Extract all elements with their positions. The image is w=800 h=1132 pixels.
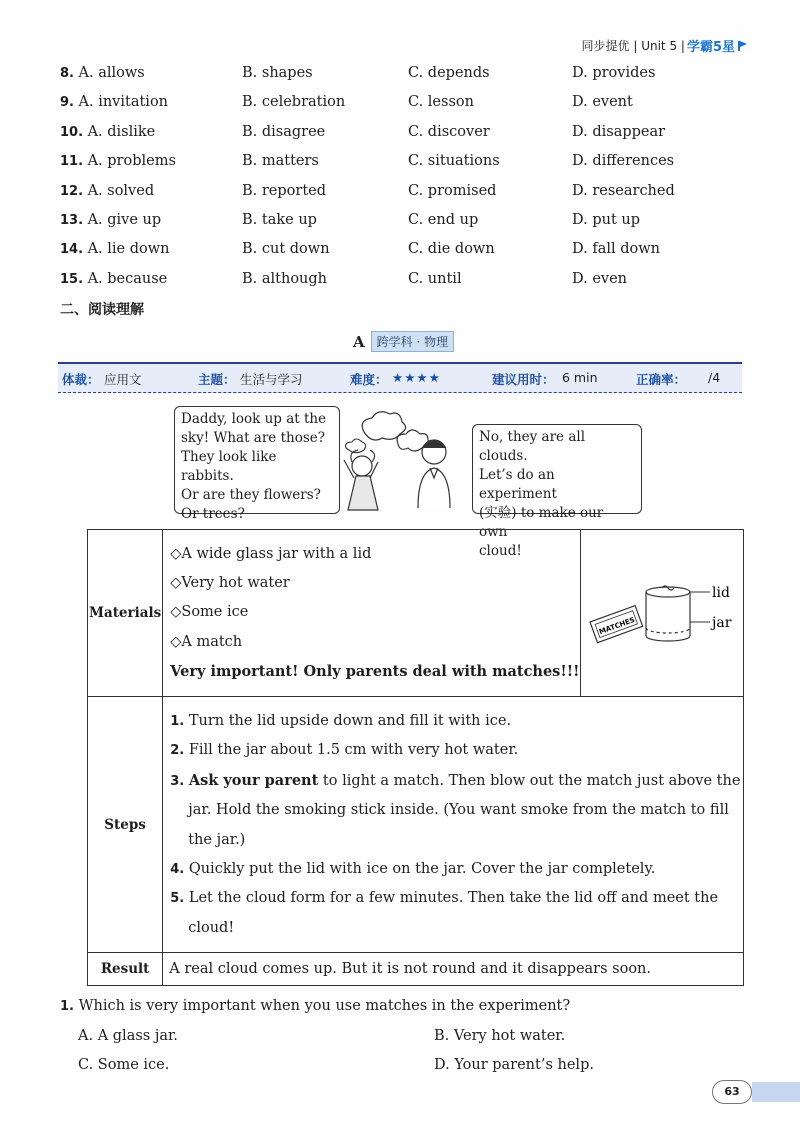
bubble-line: Or trees? [181,506,245,522]
passage-heading [353,331,454,352]
accuracy-label: 正确率： [636,372,687,387]
step-item: 1. Turn the lid upside down and fill it with ice. [170,713,512,729]
page-number: 63 [712,1080,752,1104]
lid-label: lid [712,585,731,601]
step-item: 5. Let the cloud form for a few minutes. Then take the lid off and meet the [170,890,719,907]
mc-question-row [60,271,740,295]
result-text: A real cloud comes up. But it is not round and it disappears soon. [163,953,744,986]
result-row [88,953,744,986]
question-stem: 1. Which is very important when you use matches in the experiment? [60,998,571,1014]
materials-list-cell [163,530,581,697]
theme-label: 主题： [198,372,236,387]
mc-option-c[interactable]: C. situations [408,153,500,170]
result-label: Result [88,953,163,986]
difficulty-label: 难度： [350,372,388,387]
material-item: ◇A wide glass jar with a lid [170,545,372,562]
genre-label: 体裁： [62,372,100,387]
mc-question-row [60,94,740,118]
mc-option-b[interactable]: B. cut down [242,241,330,258]
step-item: 4. Quickly put the lid with ice on the jar. Cover the jar completely. [170,861,656,878]
step-item: 2. Fill the jar about 1.5 cm with very hot water. [170,742,519,759]
mc-option-d[interactable]: D. differences [572,153,675,170]
steps-row [88,697,744,953]
mc-option-b[interactable]: B. celebration [242,94,346,111]
accuracy-value: /4 [708,370,721,385]
mc-option-b[interactable]: B. take up [242,212,317,228]
mc-option-d[interactable]: D. event [572,94,633,111]
mc-option-a[interactable]: 10. A. dislike [60,123,156,140]
mc-option-a[interactable]: 13. A. give up [60,212,162,228]
cloud-watching-illustration [326,404,474,512]
mc-question-row [60,153,740,177]
step-item: 3. Ask your parent to light a match. Then blow out the match just above the [170,771,741,789]
mc-option-b[interactable]: B. disagree [242,123,326,140]
passage-tag: 跨学科 · 物理 [371,331,454,352]
mc-option-b[interactable]: B. although [242,270,328,287]
time-label: 建议用时： [492,372,555,387]
header-brand: 学霸5星 [686,40,735,55]
mc-option-c[interactable]: C. discover [408,123,490,140]
section-title: 二、阅读理解 [60,302,144,318]
bubble-line: Let’s do an experiment [479,467,557,502]
speech-bubble-father [472,424,642,559]
mc-option-b[interactable]: B. matters [242,153,319,170]
mc-option-a[interactable]: 12. A. solved [60,182,155,199]
theme-value: 生活与学习 [240,372,303,387]
mc-option-d[interactable]: D. disappear [572,123,666,140]
mc-option-a[interactable]: 15. A. because [60,270,168,287]
answer-option-a[interactable]: A. A glass jar. [78,1028,178,1044]
father-figure [418,440,450,508]
difficulty-stars: ★★★★ [392,370,441,385]
genre-value: 应用文 [104,372,142,387]
mc-option-a[interactable]: 9. A. invitation [60,94,169,111]
answer-option-c[interactable]: C. Some ice. [78,1057,170,1073]
mc-option-d[interactable]: D. even [572,270,628,287]
mc-option-c[interactable]: C. die down [408,241,495,258]
steps-list [164,698,742,951]
experiment-table [87,529,744,986]
mc-question-row [60,241,740,265]
step-continuation: jar. Hold the smoking stick inside. (You want smoke from the match to fill [188,802,729,819]
mc-option-c[interactable]: C. depends [408,65,490,81]
child-figure [344,450,378,510]
steps-cell [163,697,744,953]
flag-icon [738,41,748,51]
material-item: ◇Very hot water [170,574,290,591]
jar-illustration [582,536,742,686]
material-item: ◇Some ice [170,604,249,621]
material-item: ◇A match [170,633,243,650]
info-bar [58,362,742,393]
jar-label: jar [712,615,732,631]
answer-option-d[interactable]: D. Your parent’s help. [434,1057,594,1073]
passage-letter: A [353,332,365,351]
materials-list [164,540,579,687]
bubble-line: They look like rabbits. [181,449,277,484]
mc-question-row [60,124,740,148]
materials-label: Materials [88,530,163,697]
answer-option-b[interactable]: B. Very hot water. [434,1028,566,1044]
jar-icon [646,586,690,641]
speech-bubble-child [174,406,340,522]
mc-question-row [60,183,740,207]
mc-question-row [60,65,740,89]
mc-option-a[interactable]: 14. A. lie down [60,241,170,258]
mc-option-b[interactable]: B. reported [242,182,327,199]
bubble-line: No, they are all clouds. [479,429,586,464]
matchbox-icon [590,606,643,643]
mc-option-a[interactable]: 11. A. problems [60,153,176,170]
matchbox-label: MATCHES [598,615,637,637]
mc-option-d[interactable]: D. fall down [572,241,660,258]
bubble-line: (实验) to make our own [479,505,604,540]
header-text: 同步提优 | Unit 5 | [581,39,685,53]
mc-option-c[interactable]: C. promised [408,182,497,199]
materials-row [88,530,744,697]
mc-option-d[interactable]: D. researched [572,182,675,199]
safety-warning: Very important! Only parents deal with matches!!! [170,663,580,681]
bubble-line: Or are they flowers? [181,487,321,503]
bubble-line: sky! What are those? [181,430,325,446]
materials-image-cell [581,530,744,697]
mc-option-c[interactable]: C. lesson [408,94,474,111]
mc-option-c[interactable]: C. until [408,270,462,287]
mc-question-row [60,212,740,236]
step-continuation: the jar.) [188,831,246,848]
bubble-line: Daddy, look up at the [181,411,327,427]
bubble-line: cloud! [479,543,522,559]
steps-label: Steps [88,697,163,953]
page-tab-decoration [752,1082,800,1102]
time-value: 6 min [562,370,598,385]
mc-option-a[interactable]: 8. A. allows [60,65,145,81]
page-header [582,36,748,55]
mc-option-d[interactable]: D. put up [572,212,641,228]
mc-option-b[interactable]: B. shapes [242,65,313,81]
mc-option-d[interactable]: D. provides [572,65,656,81]
step-continuation: cloud! [188,919,235,936]
mc-option-c[interactable]: C. end up [408,212,479,228]
